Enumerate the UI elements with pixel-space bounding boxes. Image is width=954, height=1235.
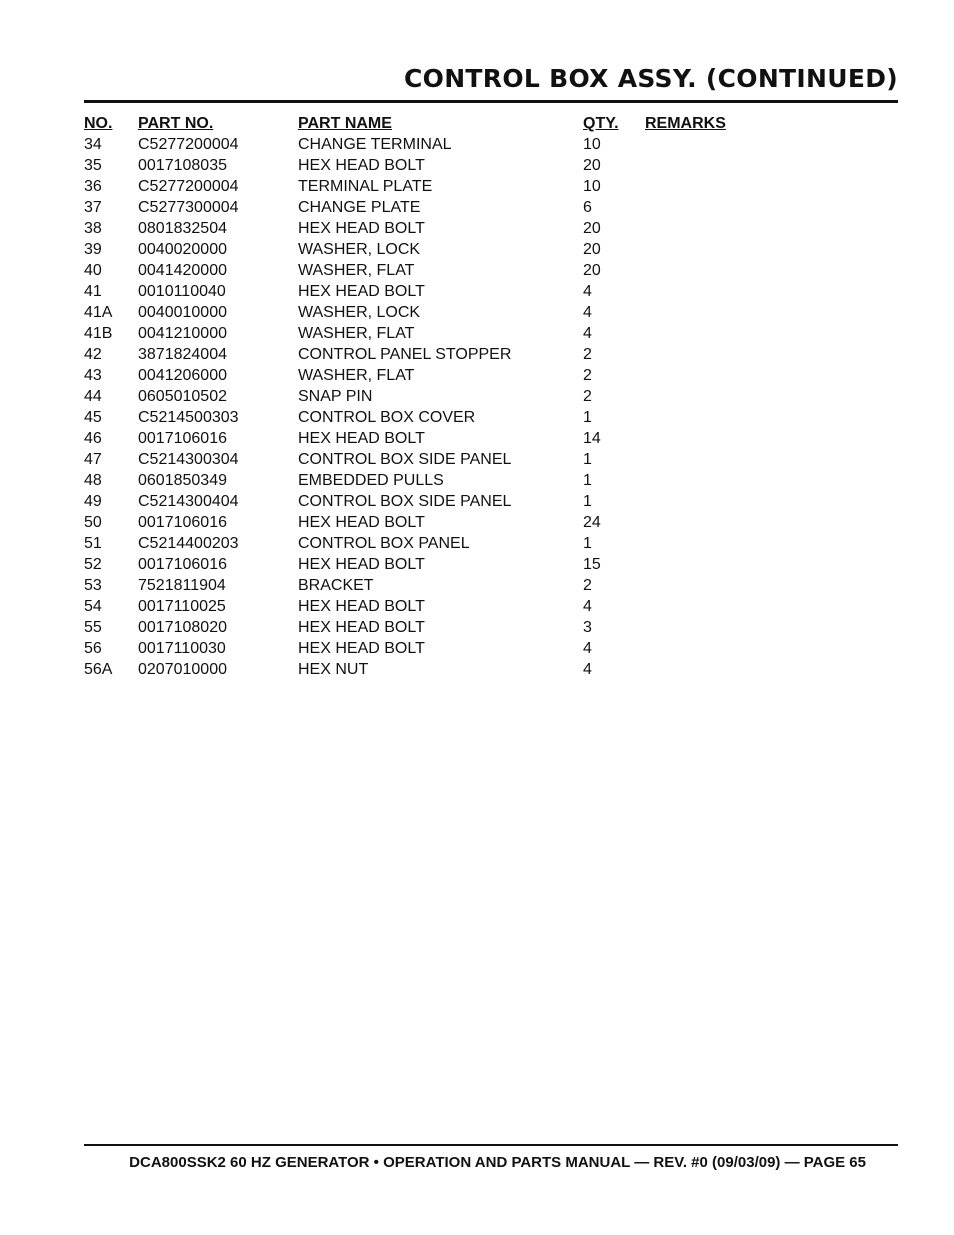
table-row [84, 155, 898, 176]
cell-part-no: 0801832504 [138, 220, 227, 237]
cell-part-no: 0040010000 [138, 304, 227, 321]
cell-part-no: 0010110040 [138, 283, 226, 300]
header-qty: QTY. [583, 115, 619, 132]
cell-no: 55 [84, 619, 102, 636]
cell-qty: 1 [583, 535, 592, 552]
cell-no: 56 [84, 640, 102, 657]
cell-no: 47 [84, 451, 102, 468]
cell-part-no: 0017106016 [138, 430, 227, 447]
cell-no: 37 [84, 199, 102, 216]
cell-part-no: C5277300004 [138, 199, 239, 216]
table-row [84, 302, 898, 323]
footer-rule [84, 1144, 898, 1146]
cell-no: 39 [84, 241, 102, 258]
cell-no: 36 [84, 178, 102, 195]
cell-part-no: C5214400203 [138, 535, 239, 552]
cell-part-no: 3871824004 [138, 346, 227, 363]
cell-part-name: WASHER, LOCK [298, 304, 421, 321]
cell-part-name: EMBEDDED PULLS [298, 472, 444, 489]
cell-qty: 10 [583, 178, 601, 195]
cell-qty: 4 [583, 304, 592, 321]
table-row [84, 449, 898, 470]
cell-qty: 4 [583, 283, 592, 300]
cell-part-name: CONTROL BOX SIDE PANEL [298, 493, 512, 510]
cell-qty: 15 [583, 556, 601, 573]
cell-qty: 1 [583, 493, 592, 510]
cell-part-no: 0601850349 [138, 472, 227, 489]
table-row [84, 533, 898, 554]
cell-part-no: 0041206000 [138, 367, 227, 384]
cell-part-no: 0040020000 [138, 241, 227, 258]
table-row [84, 134, 898, 155]
cell-no: 52 [84, 556, 102, 573]
cell-part-no: C5214300304 [138, 451, 239, 468]
cell-part-name: HEX HEAD BOLT [298, 514, 425, 531]
table-row [84, 659, 898, 680]
cell-no: 34 [84, 136, 102, 153]
table-row [84, 596, 898, 617]
cell-no: 41B [84, 325, 113, 342]
table-row [84, 407, 898, 428]
cell-qty: 14 [583, 430, 601, 447]
cell-part-name: HEX HEAD BOLT [298, 640, 425, 657]
cell-no: 40 [84, 262, 102, 279]
cell-qty: 3 [583, 619, 592, 636]
cell-part-name: HEX HEAD BOLT [298, 598, 425, 615]
table-row [84, 239, 898, 260]
cell-no: 49 [84, 493, 102, 510]
table-row [84, 218, 898, 239]
cell-no: 44 [84, 388, 102, 405]
cell-part-name: CONTROL BOX COVER [298, 409, 476, 426]
table-row [84, 176, 898, 197]
cell-qty: 4 [583, 325, 592, 342]
cell-part-no: C5277200004 [138, 178, 239, 195]
cell-part-no: C5214500303 [138, 409, 239, 426]
header-remarks: REMARKS [645, 115, 726, 132]
cell-qty: 2 [583, 388, 592, 405]
cell-qty: 2 [583, 577, 592, 594]
cell-part-no: 0041210000 [138, 325, 227, 342]
cell-part-no: 0017106016 [138, 514, 227, 531]
table-row [84, 323, 898, 344]
table-row [84, 281, 898, 302]
cell-qty: 20 [583, 220, 601, 237]
cell-no: 43 [84, 367, 102, 384]
cell-no: 54 [84, 598, 102, 615]
cell-part-name: HEX HEAD BOLT [298, 430, 425, 447]
cell-no: 35 [84, 157, 102, 174]
cell-part-name: SNAP PIN [298, 388, 373, 405]
header-no: NO. [84, 115, 113, 132]
cell-no: 38 [84, 220, 102, 237]
table-row [84, 428, 898, 449]
cell-no: 46 [84, 430, 102, 447]
cell-qty: 1 [583, 472, 592, 489]
cell-qty: 4 [583, 598, 592, 615]
table-row [84, 512, 898, 533]
page-footer: DCA800SSK2 60 HZ GENERATOR • OPERATION AND PARTS MANUAL — REV. #0 (09/03/09) — PAGE 65 [129, 1154, 866, 1171]
cell-qty: 4 [583, 640, 592, 657]
cell-no: 56A [84, 661, 113, 678]
cell-part-name: HEX HEAD BOLT [298, 283, 425, 300]
cell-part-no: 0017108020 [138, 619, 227, 636]
table-row [84, 365, 898, 386]
table-row [84, 470, 898, 491]
table-body [84, 134, 898, 680]
cell-no: 48 [84, 472, 102, 489]
cell-part-name: WASHER, LOCK [298, 241, 421, 258]
table-header-row [84, 113, 898, 134]
cell-part-no: 0207010000 [138, 661, 227, 678]
cell-part-no: C5277200004 [138, 136, 239, 153]
cell-qty: 24 [583, 514, 601, 531]
cell-no: 41A [84, 304, 113, 321]
table-row [84, 575, 898, 596]
cell-part-name: CHANGE PLATE [298, 199, 421, 216]
page-title: CONTROL BOX ASSY. (CONTINUED) [404, 64, 898, 93]
cell-qty: 10 [583, 136, 601, 153]
cell-no: 50 [84, 514, 102, 531]
header-part-name: PART NAME [298, 115, 392, 132]
cell-part-name: WASHER, FLAT [298, 367, 415, 384]
cell-part-name: CONTROL PANEL STOPPER [298, 346, 512, 363]
cell-qty: 20 [583, 241, 601, 258]
table-row [84, 197, 898, 218]
cell-part-no: C5214300404 [138, 493, 239, 510]
table-row [84, 554, 898, 575]
cell-part-no: 0017110030 [138, 640, 226, 657]
cell-no: 41 [84, 283, 102, 300]
cell-qty: 1 [583, 409, 592, 426]
table-row [84, 638, 898, 659]
cell-qty: 2 [583, 346, 592, 363]
cell-qty: 1 [583, 451, 592, 468]
cell-qty: 6 [583, 199, 592, 216]
cell-part-no: 0017110025 [138, 598, 226, 615]
cell-part-name: BRACKET [298, 577, 374, 594]
cell-part-name: HEX HEAD BOLT [298, 157, 425, 174]
cell-no: 51 [84, 535, 102, 552]
cell-part-no: 0017108035 [138, 157, 227, 174]
table-row [84, 617, 898, 638]
cell-no: 53 [84, 577, 102, 594]
cell-part-no: 0605010502 [138, 388, 227, 405]
header-part-no: PART NO. [138, 115, 214, 132]
cell-part-name: TERMINAL PLATE [298, 178, 433, 195]
cell-part-name: CONTROL BOX PANEL [298, 535, 470, 552]
cell-part-name: HEX NUT [298, 661, 369, 678]
cell-part-name: HEX HEAD BOLT [298, 220, 425, 237]
parts-table [84, 113, 898, 680]
table-row [84, 260, 898, 281]
cell-qty: 4 [583, 661, 592, 678]
table-row [84, 386, 898, 407]
cell-part-name: CHANGE TERMINAL [298, 136, 452, 153]
cell-part-name: HEX HEAD BOLT [298, 556, 425, 573]
title-rule [84, 100, 898, 103]
cell-qty: 20 [583, 157, 601, 174]
table-row [84, 344, 898, 365]
cell-part-name: WASHER, FLAT [298, 262, 415, 279]
cell-part-no: 0041420000 [138, 262, 227, 279]
cell-no: 45 [84, 409, 102, 426]
cell-part-name: HEX HEAD BOLT [298, 619, 425, 636]
cell-part-name: CONTROL BOX SIDE PANEL [298, 451, 512, 468]
cell-qty: 2 [583, 367, 592, 384]
cell-part-name: WASHER, FLAT [298, 325, 415, 342]
table-row [84, 491, 898, 512]
cell-part-no: 7521811904 [138, 577, 226, 594]
cell-qty: 20 [583, 262, 601, 279]
cell-no: 42 [84, 346, 102, 363]
cell-part-no: 0017106016 [138, 556, 227, 573]
